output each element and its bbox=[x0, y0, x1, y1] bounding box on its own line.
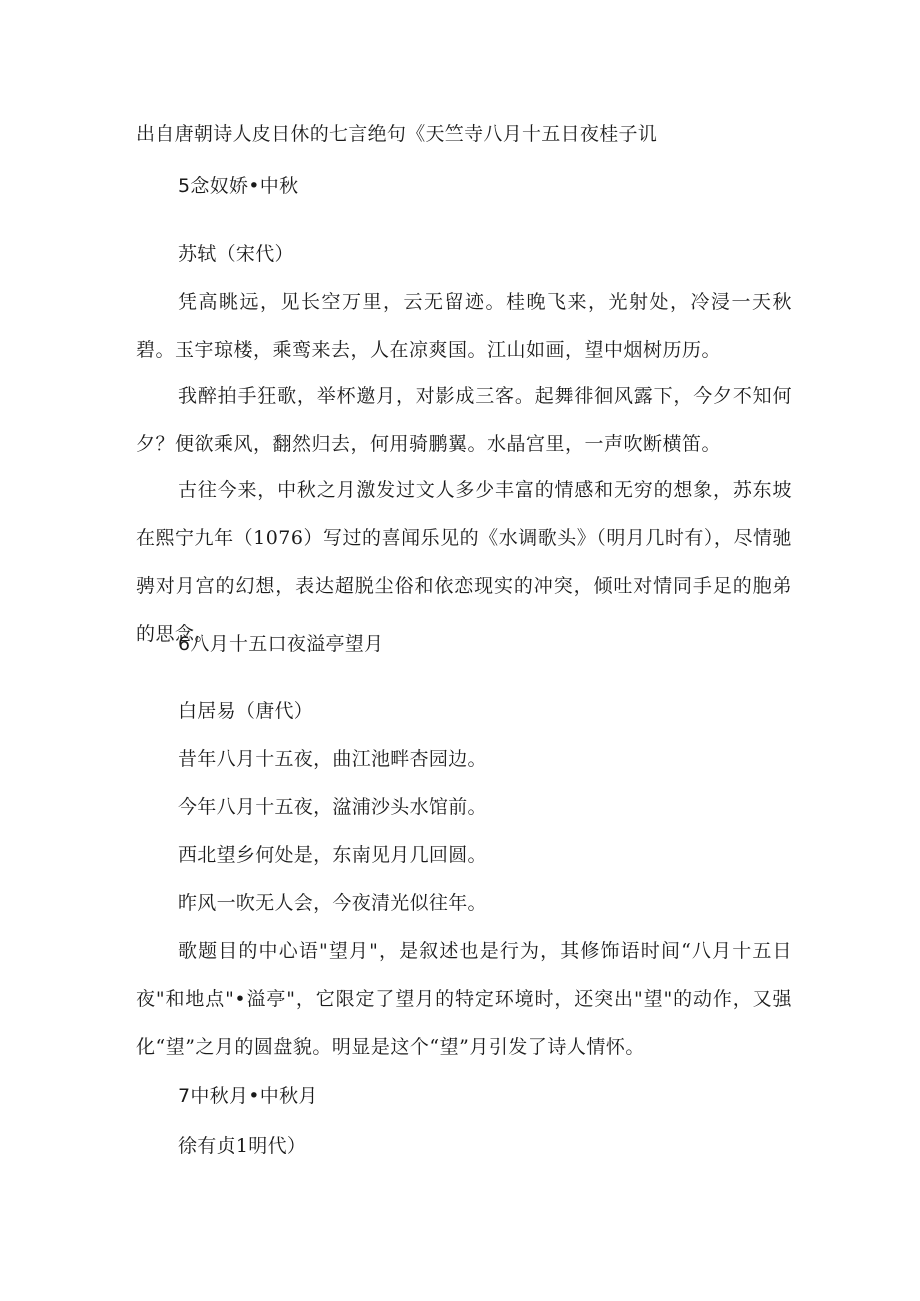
poem-line: 西北望乡何处是，东南见月几回圆。 bbox=[178, 844, 487, 866]
poem-line: 今年八月十五夜，湓浦沙头水馆前。 bbox=[178, 796, 487, 818]
section-5-poem-paragraph-2: 我醉拍手狂歌，举杯邀月，对影成三客。起舞徘徊风露下，今夕不知何夕？便欲乘风，翻然归去，何用骑鹏翼。水晶宫里，一声吹断横笛。 bbox=[136, 385, 792, 455]
section-7-title: 7中秋月•中秋月 bbox=[178, 1085, 318, 1107]
section-6-author: 白居易（唐代） bbox=[178, 700, 314, 722]
section-5-poem-paragraph-1: 凭高眺远，见长空万里，云无留迹。桂晚飞来，光射处，冷浸一天秋碧。玉宇琼楼，乘鸾来去，人在凉爽国。江山如画，望中烟树历历。 bbox=[136, 291, 792, 361]
poem-line: 昨风一吹无人会，今夜清光似往年。 bbox=[178, 892, 487, 914]
poem-line: 昔年八月十五夜，曲江池畔杏园边。 bbox=[178, 748, 487, 770]
section-6-title: 6八月十五口夜溢亭望月 bbox=[178, 633, 384, 655]
section-5-commentary: 古往今来，中秋之月激发过文人多少丰富的情感和无穷的想象，苏东坡在熙宁九年（1076）写过的喜闻乐见的《水调歌头》（明月几时有），尽情驰骋对月宫的幻想，表达超脱尘俗和依恋现实的冲突，倾吐对情同手足的胞弟的思念。 bbox=[136, 479, 792, 645]
section-5-author: 苏轼（宋代） bbox=[178, 243, 294, 265]
intro-line: 出自唐朝诗人皮日休的七言绝句《天竺寺八月十五日夜桂子讥 bbox=[136, 123, 658, 145]
section-6-commentary: 歌题目的中心语"望月"，是叙述也是行为，其修饰语时间“八月十五日夜"和地点"•溢亭"，它限定了望月的特定环境时，还突出"望"的动作，又强化“望”之月的圆盘貌。明显是这个“望”月引发了诗人情怀。 bbox=[136, 940, 792, 1058]
section-5-title: 5念奴娇•中秋 bbox=[178, 175, 299, 197]
section-7-author: 徐有贞1明代） bbox=[178, 1135, 307, 1157]
